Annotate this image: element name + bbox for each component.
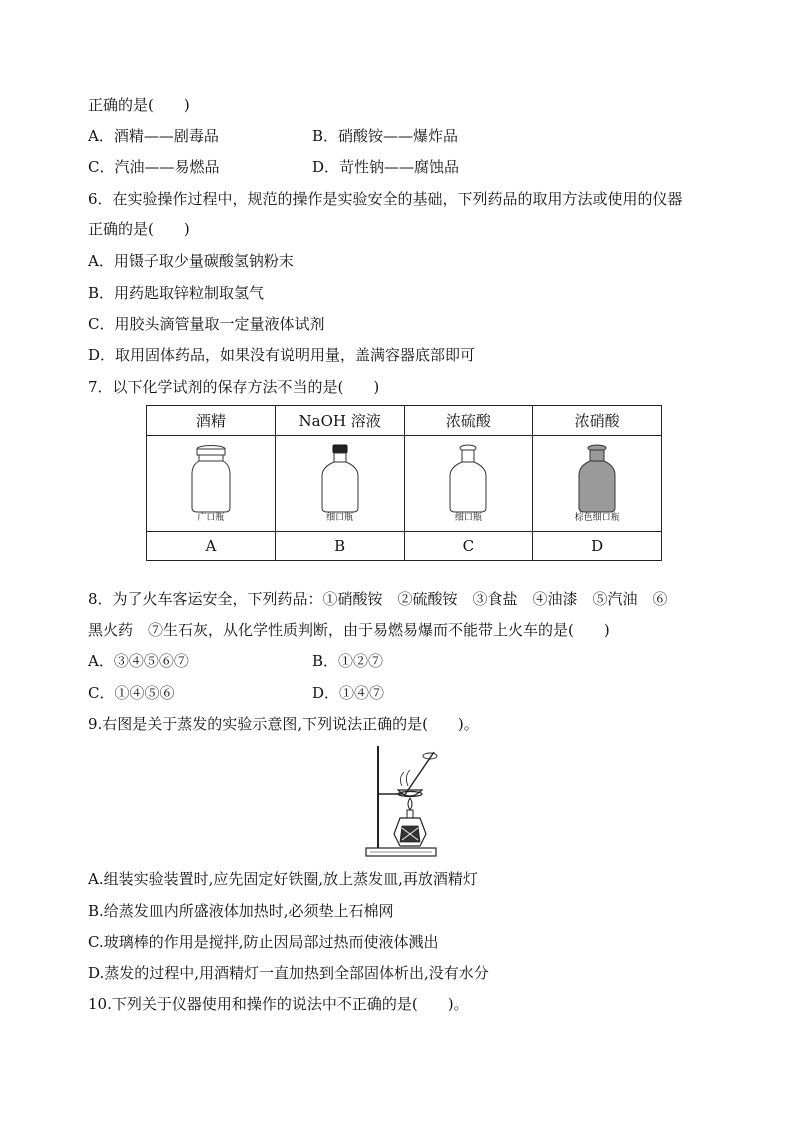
- q5-option-d: D．苛性钠——腐蚀品: [312, 158, 460, 176]
- table-option-cell: A: [147, 532, 276, 561]
- q9-stem: 9.右图是关于蒸发的实验示意图,下列说法正确的是( )。: [88, 715, 479, 733]
- bottle-cell-c: [404, 436, 533, 532]
- bottle-label: 广口瓶: [197, 513, 225, 523]
- q6-stem-line2: 正确的是( ): [88, 220, 190, 238]
- narrow-mouth-bottle-icon: [318, 444, 362, 514]
- table-header-cell: 酒精: [147, 406, 276, 436]
- table-header-cell: 浓硫酸: [404, 406, 533, 436]
- q9-option-a: A.组装实验装置时,应先固定好铁圈,放上蒸发皿,再放酒精灯: [88, 870, 478, 888]
- q8-option-d: D．①④⑦: [312, 684, 385, 702]
- wide-mouth-bottle-icon: [189, 444, 233, 514]
- q6-option-b: B．用药匙取锌粒制取氢气: [88, 284, 265, 302]
- q8-stem-line1: 8．为了火车客运安全，下列药品：①硝酸铵 ②硫酸铵 ③食盐 ④油漆 ⑤汽油 ⑥: [88, 590, 668, 608]
- q8-option-a: A．③④⑤⑥⑦: [88, 652, 189, 670]
- q5-stem-end: 正确的是( ): [88, 96, 190, 114]
- q6-stem-line1: 6．在实验操作过程中，规范的操作是实验安全的基础，下列药品的取用方法或使用的仪器: [88, 190, 683, 208]
- bottle-label: 细口瓶: [454, 513, 482, 523]
- q5-option-c: C．汽油——易燃品: [88, 158, 220, 176]
- q6-option-c: C．用胶头滴管量取一定量液体试剂: [88, 315, 325, 333]
- q8-option-c: C．①④⑤⑥: [88, 684, 175, 702]
- q7-stem: 7．以下化学试剂的保存方法不当的是( ): [88, 378, 380, 396]
- q10-stem: 10.下列关于仪器使用和操作的说法中不正确的是( )。: [88, 995, 469, 1013]
- narrow-mouth-bottle-icon: [446, 444, 490, 514]
- q6-option-d: D．取用固体药品，如果没有说明用量，盖满容器底部即可: [88, 346, 476, 364]
- table-header-cell: 浓硝酸: [533, 406, 662, 436]
- q9-option-b: B.给蒸发皿内所盛液体加热时,必须垫上石棉网: [88, 902, 394, 920]
- bottle-cell-b: [275, 436, 404, 532]
- q5-option-a: A．酒精——剧毒品: [88, 127, 219, 145]
- bottle-label: 棕色细口瓶: [574, 513, 620, 523]
- q5-option-b: B．硝酸铵——爆炸品: [312, 127, 459, 145]
- q9-option-c: C.玻璃棒的作用是搅拌,防止因局部过热而使液体溅出: [88, 933, 439, 951]
- q6-option-a: A．用镊子取少量碳酸氢钠粉末: [88, 252, 294, 270]
- reagent-storage-table: [146, 405, 662, 561]
- table-option-cell: D: [533, 532, 662, 561]
- q9-option-d: D.蒸发的过程中,用酒精灯一直加热到全部固体析出,没有水分: [88, 964, 489, 982]
- evaporation-apparatus-diagram: [362, 742, 442, 860]
- table-option-cell: C: [404, 532, 533, 561]
- table-option-cell: B: [275, 532, 404, 561]
- table-header-cell: NaOH 溶液: [275, 406, 404, 436]
- bottle-label: 细口瓶: [326, 513, 354, 523]
- q8-stem-line2: 黑火药 ⑦生石灰，从化学性质判断，由于易燃易爆而不能带上火车的是( ): [88, 621, 610, 639]
- brown-bottle-icon: [575, 444, 619, 514]
- bottle-cell-a: [147, 436, 276, 532]
- bottle-cell-d: [533, 436, 662, 532]
- q8-option-b: B．①②⑦: [312, 652, 384, 670]
